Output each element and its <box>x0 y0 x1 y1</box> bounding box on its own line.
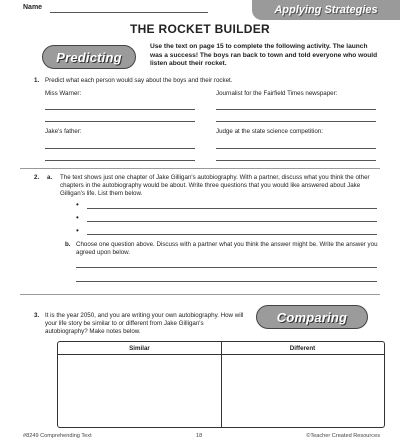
answer-line[interactable] <box>216 148 376 149</box>
q2a-text: The text shows just one chapter of Jake Gilligan's autobiography. With a partner, discuss what you think the other chapters in the autobiography would be about. Write three questions that you would like answered about Jake Gilligan's life. List them below. <box>60 174 370 197</box>
comparing-label: Comparing <box>276 309 348 325</box>
bullet: • <box>76 200 79 209</box>
answer-line[interactable] <box>87 234 377 235</box>
footer-publication: #8249 Comprehending Text <box>23 433 92 439</box>
col-header-similar: Similar <box>129 345 150 352</box>
q1-number: 1. <box>34 77 40 84</box>
section-divider <box>20 168 380 169</box>
q2a-label: a. <box>47 174 53 181</box>
comparing-badge <box>256 305 368 329</box>
answer-line[interactable] <box>45 109 195 110</box>
answer-line[interactable] <box>216 121 376 122</box>
bullet: • <box>76 213 79 222</box>
section-divider <box>20 294 380 295</box>
name-line[interactable] <box>50 12 208 13</box>
q1-person-4: Judge at the state science competition: <box>216 128 323 135</box>
footer-copyright: ©Teacher Created Resources <box>306 433 380 439</box>
comparison-table <box>57 341 385 428</box>
predicting-badge <box>42 45 136 69</box>
similar-notes-area[interactable] <box>59 355 220 426</box>
q3-number: 3. <box>34 312 40 319</box>
q3-text: It is the year 2050, and you are writing your own autobiography. How will your life story be similar to or different from Jake Gilligan's autobiography? Make notes below. <box>45 312 244 335</box>
q1-person-1: Miss Warner: <box>45 90 82 97</box>
answer-line[interactable] <box>76 281 377 282</box>
q2b-text: Choose one question above. Discuss with a partner what you think the answer might be. Write the answer you agreed upon below. <box>76 241 378 256</box>
bullet: • <box>76 226 79 235</box>
page-number: 18 <box>196 433 203 439</box>
section-banner <box>252 0 400 20</box>
answer-line[interactable] <box>45 148 195 149</box>
q1-prompt: Predict what each person would say about the boys and their rocket. <box>45 77 233 84</box>
predicting-intro: Use the text on page 15 to complete the following activity. The launch was a success! The boys ran back to town and told everyone who would listen about their rocket. <box>150 43 378 68</box>
answer-line[interactable] <box>45 121 195 122</box>
name-label: Name <box>23 4 43 11</box>
q1-person-2: Journalist for the Fairfield Times newspaper: <box>216 90 338 97</box>
col-header-different: Different <box>289 345 316 352</box>
banner-text: Applying Strategies <box>274 4 378 16</box>
q2b-label: b. <box>65 241 71 248</box>
q1-person-3: Jake's father: <box>45 128 82 135</box>
answer-line[interactable] <box>45 160 195 161</box>
predicting-label: Predicting <box>56 49 122 65</box>
q2-number: 2. <box>34 174 40 181</box>
answer-line[interactable] <box>87 208 377 209</box>
different-notes-area[interactable] <box>223 355 383 426</box>
answer-line[interactable] <box>87 221 377 222</box>
column-divider <box>221 342 222 427</box>
page-title: THE ROCKET BUILDER <box>129 22 271 36</box>
answer-line[interactable] <box>76 267 377 268</box>
answer-line[interactable] <box>216 160 376 161</box>
answer-line[interactable] <box>216 109 376 110</box>
